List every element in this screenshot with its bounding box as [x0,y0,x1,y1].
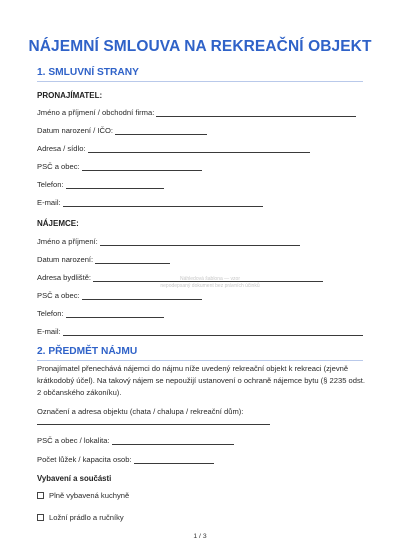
field-label: PSČ a obec / lokalita: [37,436,110,445]
lessor-postcode-field[interactable] [37,162,202,171]
field-label: Datum narození / IČO: [37,126,113,135]
fill-line[interactable] [82,292,202,300]
lessor-name-field[interactable] [37,108,356,117]
object-beds-field[interactable] [37,455,214,464]
page-number: 1 / 3 [193,533,207,540]
fill-line[interactable] [115,127,207,135]
fill-line[interactable] [66,310,164,318]
fill-line[interactable] [134,456,214,464]
field-label: Datum narození: [37,255,94,264]
fill-line[interactable] [82,163,202,171]
checkbox-kitchen[interactable] [37,491,129,500]
subject-paragraph: Pronajímatel přenechává nájemci do nájmu níže uvedený rekreační objekt k rekreaci (zjevně krátkodobý účel). Na takový nájem se nepoužijí ustanovení o ochraně nájemce bytu (§ 2235 odst. 2 občanského zákoníku). [37,364,365,398]
lessor-birthdate-field[interactable] [37,126,207,135]
fill-line[interactable] [63,328,363,336]
field-label: E-mail: [37,198,61,207]
fill-line[interactable] [112,437,234,445]
field-label: Označení a adresa objektu (chata / chalupa / rekreační dům): [37,407,244,416]
lessor-email-field[interactable] [37,198,263,207]
fill-line[interactable] [63,199,263,207]
lessee-postcode-field[interactable] [37,291,202,300]
lessee-email-field[interactable] [37,327,363,336]
checkbox-linen[interactable] [37,513,124,522]
checkbox-icon[interactable] [37,492,44,499]
section-heading-parties: 1. SMLUVNÍ STRANY [37,67,139,78]
field-label: PSČ a obec: [37,291,80,300]
document-title: NÁJEMNÍ SMLOUVA NA REKREAČNÍ OBJEKT [28,38,372,55]
field-label: Jméno a příjmení / obchodní firma: [37,108,155,117]
checkbox-icon[interactable] [37,514,44,521]
fill-line[interactable] [156,109,356,117]
watermark-line: Náhledová šablona — vzor [179,276,241,282]
checkbox-label: Ložní prádlo a ručníky [49,513,124,522]
field-label: Telefon: [37,180,64,189]
lessor-address-field[interactable] [37,144,310,153]
section-divider [37,360,363,361]
field-label: Počet lůžek / kapacita osob: [37,455,132,464]
field-label: Adresa bydliště: [37,273,92,282]
section-divider [37,81,363,82]
fill-line[interactable] [66,181,164,189]
field-label: Telefon: [37,309,64,318]
object-address-line[interactable] [37,424,270,425]
field-label: Adresa / sídlo: [37,144,86,153]
fill-line[interactable] [100,238,300,246]
fill-line[interactable] [88,145,310,153]
lessee-heading: NÁJEMCE: [37,219,79,228]
section-heading-subject: 2. PŘEDMĚT NÁJMU [37,346,138,357]
lessee-phone-field[interactable] [37,309,164,318]
lessor-heading: PRONAJÍMATEL: [37,91,103,100]
watermark-line: nepodepsaný dokument bez právních účinků [160,282,260,289]
equipment-heading: Vybavení a součásti [37,474,112,483]
object-postcode-field[interactable] [37,436,234,445]
lessee-birthdate-field[interactable] [37,255,170,264]
lessor-phone-field[interactable] [37,180,164,189]
watermark [150,276,270,289]
object-address-label [37,407,243,416]
field-label: E-mail: [37,327,61,336]
fill-line[interactable] [95,256,170,264]
field-label: Jméno a příjmení: [37,237,98,246]
field-label: PSČ a obec: [37,162,80,171]
checkbox-label: Plně vybavená kuchyně [49,491,130,500]
lessee-name-field[interactable] [37,237,300,246]
